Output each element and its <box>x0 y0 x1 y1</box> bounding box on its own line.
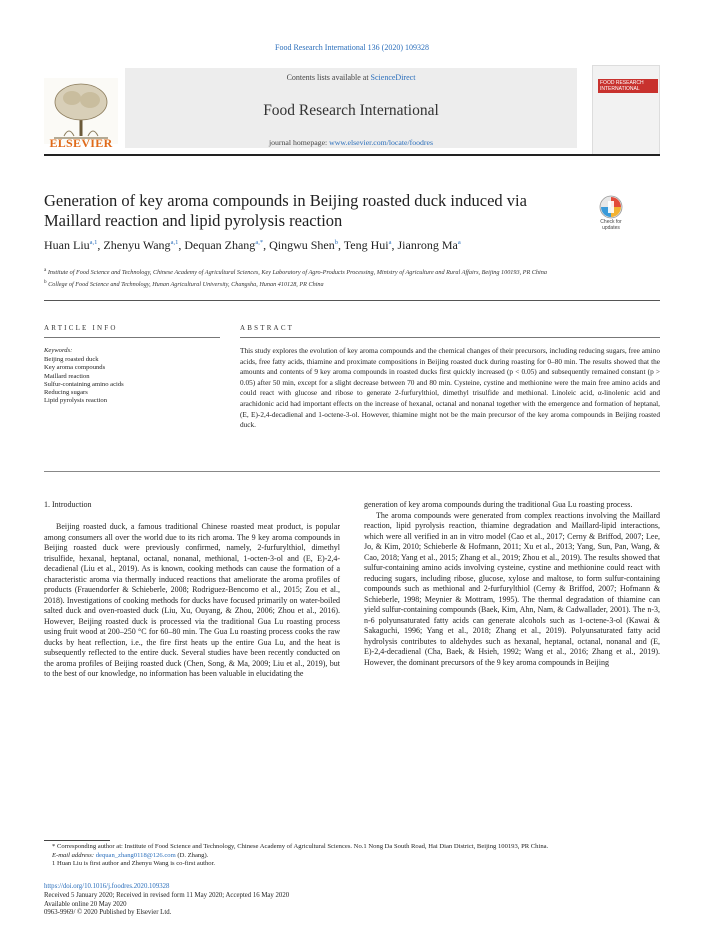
keyword-item: Maillard reaction <box>44 372 90 380</box>
contents-prefix: Contents lists available at <box>286 73 371 82</box>
article-history: Received 5 January 2020; Received in revised form 11 May 2020; Accepted 16 May 2020 <box>44 891 290 899</box>
abstract-rule <box>240 337 660 338</box>
affiliation-rule <box>44 300 660 301</box>
journal-title: Food Research International <box>263 102 439 119</box>
introduction-paragraph: The aroma compounds were generated from complex reactions involving the Maillard reaction, lipid pyrolysis reaction, thiamine degradation and Maillard-lipid interactions, which were all verified in an in vitro model (Cao et al., 2017; Cerny & Briffod, 2007; Lee, Jo, & Kim, 2010; Schieberle & Hofmann, 2011; Xu et al., 2013; Yang, Sun, Pan, Wang, & Cao, 2018; Yang et al., 2015; Zhang et al., 2019; Zhou et al., 2019). The results showed that sulfur-containing amino acids involving cysteine, cystine and methionine could react with reducing sugars, including ribose, glucose, xylose and maltose, to form sulfur-containing compounds such as methional and 2-furfurylthiol (Cerny & Briffod, 2007; Hofmann & Schieberle, 1998; Meynier & Mottram, 1995). The thermal degradation of thiamine can yield sulfur-containing compounds (Baek, Kim, Ahn, Nam, & Cadwallader, 2001). The n-3, n-6 polyunsaturated fatty acids can generate alcohols such as 1-octene-3-ol (Kawai & Sakaguchi, 1996; Yang et al., 2018; Zhang et al., 2019). Polyunsaturated fatty acid hydrolysis contributes to aldehydes such as hexanal, heptanal, octanal, nonanal and (E, E)-2,4-decadienal (Cha, Baek, & Hsieh, 1992; Wang et al., 2016; Zhang et al., 2019). However, the dominant precursors of the 9 key aroma compounds in Beijing <box>364 510 660 667</box>
introduction-heading: 1. Introduction <box>44 500 92 509</box>
author-name[interactable]: Huan Liu <box>44 238 90 252</box>
author-affiliation-mark[interactable]: a <box>457 239 461 246</box>
author-name[interactable]: Qingwu Shen <box>269 238 335 252</box>
doi-link[interactable]: https://doi.org/10.1016/j.foodres.2020.109328 <box>44 883 170 890</box>
homepage-prefix: journal homepage: <box>268 138 330 147</box>
affiliation-mark: b <box>44 278 47 285</box>
crossmark-icon[interactable] <box>596 194 626 220</box>
author-affiliation-mark[interactable]: a,* <box>255 239 264 246</box>
copyright-line: 0963-9969/ © 2020 Published by Elsevier Ltd. <box>44 909 172 917</box>
abstract-text: This study explores the evolution of key aroma compounds and the chemical changes of their precursors, including reducing sugars, free amino acids, free fatty acids, thiamine and proximate compositions in Beijing roasted duck during roasting for 0–80 min. The results showed that the amounts and contents of 9 key aroma compounds in roasted ducks first quickly increased (p < 0.05) and subsequently remained constant (p > 0.05) after 50 min, except for a slight decrease between 70 and 80 min. Cysteine, cystine and methionine were the main free amino acids and could react with glucose and ribose to generate 2-furfurylthiol, dimethyl trisulfide and methional. Linoleic acid, α-linolenic acid and arachidonic acid had important effects on the increase of hexanal, octanal and nonanal together with the emergence and formation of heptanal, (E, E)-2,4-decadienal and 1-octene-3-ol. However, thiamine might not be the main precursor of the key aroma compounds in Beijing roasted duck. <box>240 346 660 430</box>
introduction-continuation: generation of key aroma compounds during the traditional Gua Lu roasting process. <box>364 500 633 509</box>
author-name[interactable]: Jianrong Ma <box>397 238 458 252</box>
co-first-author-note: 1 Huan Liu is first author and Zhenyu Wang is co-first author. <box>52 860 216 867</box>
author-list: Huan Liu$^{a,1}$, Zhenyu Wang$^{a,1}$, Dequan Zhang$^{a,*}$, Qingwu Shen$^b$, Teng Hui$^a$, Jianrong Ma$^a$ <box>44 238 461 252</box>
journal-homepage-link[interactable]: www.elsevier.com/locate/foodres <box>329 138 434 147</box>
footnote-rule <box>44 840 110 841</box>
email-label: E-mail address: <box>52 851 96 859</box>
crossmark-label: Check for updates <box>600 219 622 231</box>
publication-info <box>44 883 660 918</box>
elsevier-wordmark: ELSEVIER <box>49 136 113 150</box>
affiliation-mark: a <box>44 267 47 273</box>
sciencedirect-link[interactable]: ScienceDirect <box>370 73 416 82</box>
affiliation-item <box>44 278 660 290</box>
journal-cover-title: FOOD RESEARCH INTERNATIONAL <box>598 79 658 93</box>
header-rule <box>44 154 660 156</box>
keywords-list <box>44 356 224 406</box>
affiliation-text: College of Food Science and Technology, Hunan Agricultural University, Changsha, Hunan 410128, PR China <box>48 280 324 288</box>
author-affiliation-mark[interactable]: a,1 <box>170 239 179 246</box>
affiliation-text: Institute of Food Science and Technology, Chinese Academy of Agricultural Sciences, Key Laboratory of Agro-Products Processing, Ministry of Agriculture and Rural Affairs, Beijing 100193, PR China <box>47 269 547 277</box>
article-info-rule <box>44 337 220 338</box>
author-name[interactable]: Zhenyu Wang <box>103 238 171 252</box>
available-online: Available online 20 May 2020 <box>44 900 127 908</box>
abstract-heading: ABSTRACT <box>240 324 295 332</box>
author-affiliation-mark[interactable]: a,1 <box>89 239 98 246</box>
journal-homepage-line <box>125 138 577 147</box>
affiliations <box>44 266 660 289</box>
keyword-item: Beijing roasted duck <box>44 356 99 363</box>
affiliation-item <box>44 266 660 278</box>
keywords-label: Keywords: <box>44 347 73 354</box>
footnotes <box>44 843 660 869</box>
keyword-item: Key aroma compounds <box>44 364 106 372</box>
keyword-item: Sulfur-containing amino acids <box>44 380 124 388</box>
author-name[interactable]: Teng Hui <box>343 238 389 252</box>
author-name[interactable]: Dequan Zhang <box>184 238 256 252</box>
journal-reference-line[interactable]: Food Research International 136 (2020) 109328 <box>275 43 429 52</box>
corresponding-author-note: * Corresponding author at: Institute of Food Science and Technology, Chinese Academy of Agricultural Sciences. No.1 Nong Da South Road, Hai Dian District, Beijing 100193, PR China. <box>52 843 549 850</box>
email-suffix: (D. Zhang). <box>175 851 209 859</box>
body-column-right <box>364 500 660 668</box>
author-affiliation-mark[interactable]: a <box>388 239 392 246</box>
abstract-bottom-rule <box>44 471 660 472</box>
email-note <box>44 852 660 861</box>
body-column-left <box>44 522 340 680</box>
article-title: Generation of key aroma compounds in Beijing roasted duck induced via Maillard reaction and lipid pyrolysis reaction <box>44 191 527 230</box>
contents-line <box>125 73 577 82</box>
introduction-paragraph: Beijing roasted duck, a famous traditional Chinese roasted meat product, is popular among consumers all over the world due to its rich aroma. The 9 key aroma compounds in Beijing roasted duck were previously confirmed, namely, 2-furfurylthiol, dimethyl trisulfide, hexanal, heptanal, octanal, nonanal, methional, 1-octen-3-ol and (E, E)-2,4-decadienal (Liu et al., 2019). As is known, cooking methods can cause the formation of a characteristic aroma via thermally induced reactions that ameliorate the aroma profiles of products (Frauendorfer & Schieberle, 2008; Rodriguez-Bencomo et al., 2015; Zou et al., 2018). Investigations of cooking methods for ducks have focused primarily on water-boiled salted duck and oven-roasted duck (Liu, Xu, Ouyang, & Zhou, 2006; Zhou et al., 2016). However, Beijing roasted duck is processed via the traditional Gua Lu roasting process using fruit wood at 200–250 °C for 60–80 min. The Gua Lu roasting process cooks the raw ducks by heat reflection, i.e., the fire first heats up the entire Gua Lu, and the heat is subsequently reflected to the entire duck. Several studies have been recently conducted on the aroma profiles of Beijing roasted duck (Chen, Song, & Ma, 2009; Liu et al., 2019), but to the best of our knowledge, no information has been valuable in elucidating the <box>44 522 340 678</box>
author-affiliation-mark[interactable]: b <box>334 239 338 246</box>
keyword-item: Reducing sugars <box>44 389 88 397</box>
email-link[interactable]: dequan_zhang0118@126.com <box>95 851 176 859</box>
article-info-heading: ARTICLE INFO <box>44 324 118 332</box>
keyword-item: Lipid pyrolysis reaction <box>44 397 107 405</box>
